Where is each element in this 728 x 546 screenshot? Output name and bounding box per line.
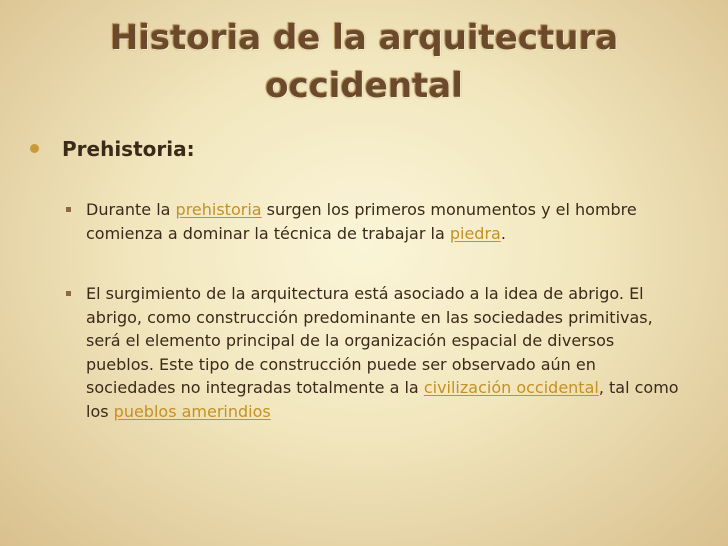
square-bullet-icon [66,291,71,296]
section-heading: Prehistoria: [62,137,195,161]
round-bullet-icon [30,144,39,153]
paragraph-shelter [66,282,686,423]
paragraph-text: , tal como los [86,378,679,421]
paragraph-text: Durante la [86,200,176,219]
link-civilizacion-occidental[interactable]: civilización occidental [423,378,599,397]
square-bullet-icon [66,207,71,212]
link-pueblos-amerindios[interactable]: pueblos amerindios [113,401,271,421]
slide-title [60,14,668,110]
paragraph-text: surgen los primeros monumentos y el hombre comienza a dominar la técnica de trabajar la [86,200,637,243]
link-prehistoria[interactable]: prehistoria [175,200,262,219]
paragraph-prehistory [66,198,686,245]
link-piedra[interactable]: piedra [449,223,501,243]
paragraph-text: . [500,223,506,243]
title-line-2: occidental [265,66,463,106]
paragraph-text: El surgimiento de la arquitectura está asociado a la idea de abrigo. El abrigo, como construcción predominante en las sociedades primitivas, será el elemento principal de la organización espacial de diversos pueblos. Este tipo de construcción puede ser observado aún en sociedades no integradas totalmente a la [86,284,653,397]
title-line-1: Historia de la arquitectura [109,18,619,58]
section-heading-item [30,136,195,162]
